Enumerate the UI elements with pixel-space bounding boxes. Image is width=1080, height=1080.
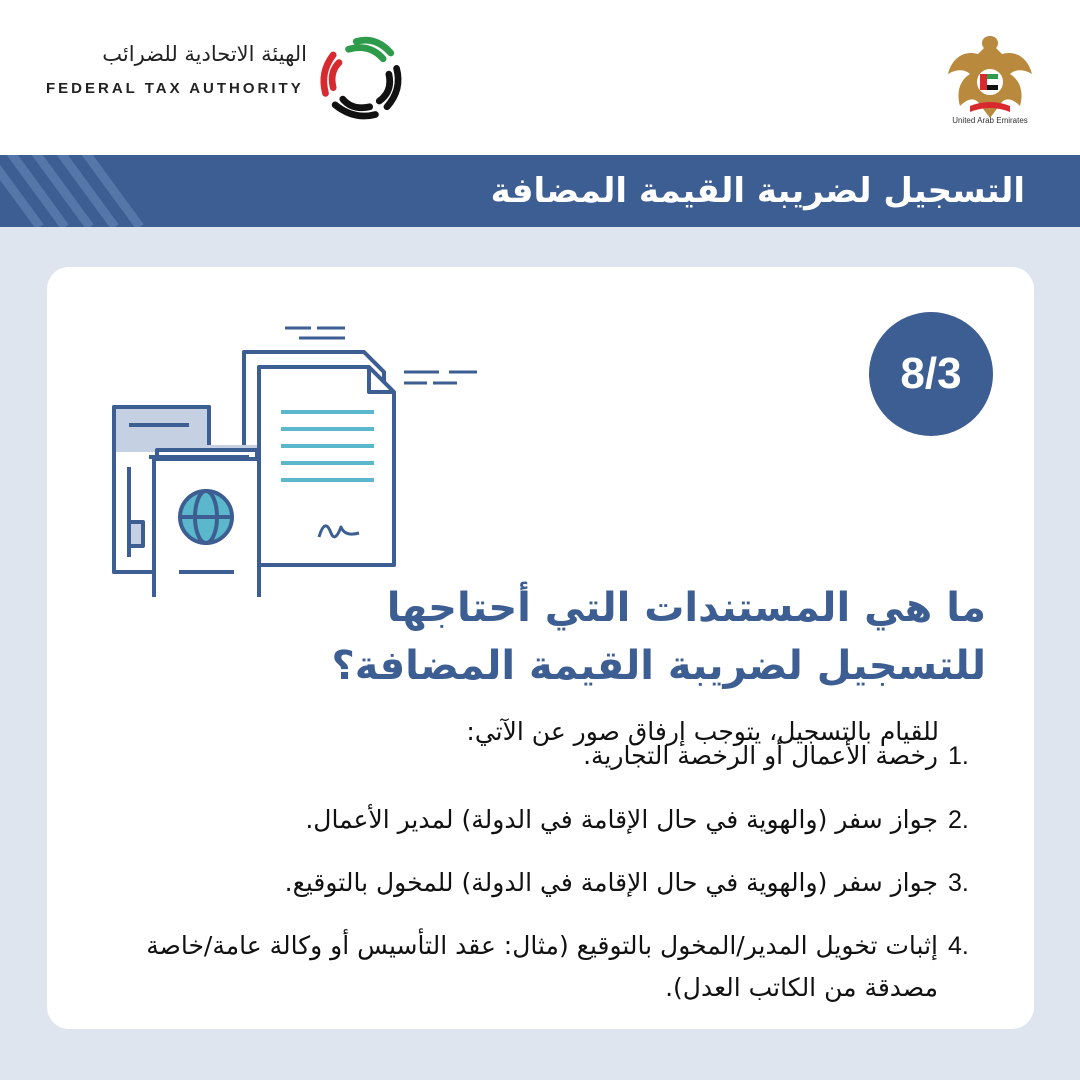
question-heading [166, 579, 986, 695]
question-line-1: ما هي المستندات التي أحتاجها [386, 585, 986, 631]
list-item-number: 4. [948, 932, 969, 960]
stripes-decoration-icon [0, 155, 200, 227]
list-item [96, 925, 986, 1009]
list-item-number: 2. [948, 806, 969, 834]
fta-name-english: FEDERAL TAX AUTHORITY [46, 80, 304, 97]
title-bar [0, 155, 1080, 227]
list-item [96, 735, 986, 777]
list-item [96, 799, 986, 841]
uae-emblem-caption: United Arab Emirates [952, 116, 1028, 125]
list-item-text: جواز سفر (والهوية في حال الإقامة في الدولة) لمدير الأعمال. [305, 805, 938, 834]
uae-emblem-icon [940, 28, 1040, 128]
page-title: التسجيل لضريبة القيمة المضافة [490, 171, 1025, 211]
list-item-number: 1. [948, 742, 969, 770]
question-line-2: للتسجيل لضريبة القيمة المضافة؟ [331, 643, 986, 689]
header [0, 0, 1080, 155]
list-item-text: إثبات تخويل المدير/المخول بالتوقيع (مثال: عقد التأسيس أو وكالة عامة/خاصة مصدقة من الكاتب العدل). [146, 931, 938, 1002]
fta-logo [32, 28, 412, 118]
list-item-number: 3. [948, 869, 969, 897]
intro-text: للقيام بالتسجيل، يتوجب إرفاق صور عن الآتي: [466, 717, 939, 746]
list-item [96, 862, 986, 904]
page-indicator-badge: 8/3 [869, 312, 993, 436]
list-item-text: جواز سفر (والهوية في حال الإقامة في الدولة) للمخول بالتوقيع. [284, 868, 938, 897]
documents-illustration-icon [109, 317, 529, 597]
fta-name-arabic: الهيئة الاتحادية للضرائب [102, 42, 307, 66]
content-card [47, 267, 1034, 1029]
fta-logo-mark-icon [314, 30, 410, 126]
list-item-text: رخصة الأعمال أو الرخصة التجارية. [583, 741, 938, 770]
